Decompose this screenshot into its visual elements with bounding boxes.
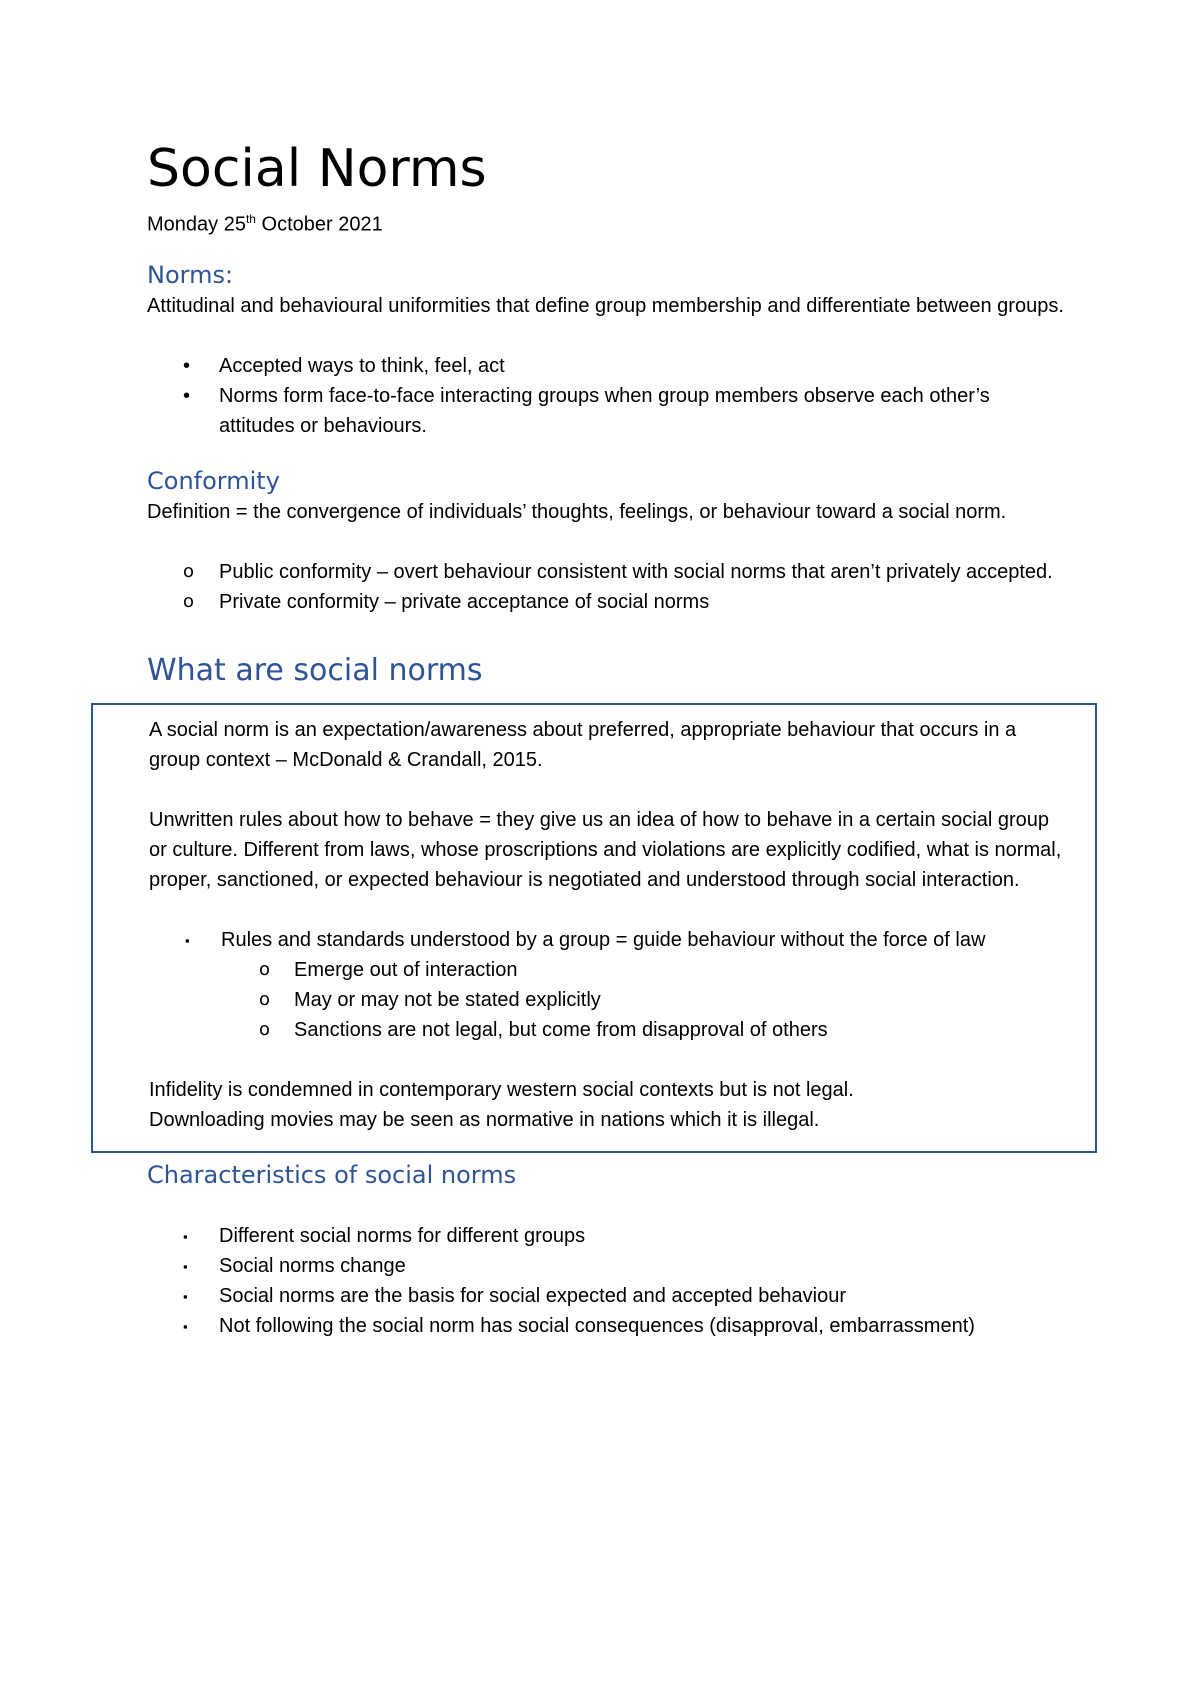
- list-item: [147, 587, 1067, 617]
- rules-sublist: [149, 955, 1065, 1045]
- circle-bullet-icon: o: [183, 561, 195, 583]
- list-item: [147, 351, 1067, 381]
- conformity-list: [147, 557, 1067, 617]
- heading-characteristics: Characteristics of social norms: [147, 1161, 517, 1190]
- list-item-text: Public conformity – overt behaviour consistent with social norms that aren’t privately accepted.: [219, 561, 1053, 584]
- document-body: [147, 140, 1067, 1341]
- list-item: [147, 1311, 1067, 1341]
- square-bullet-icon: ▪: [183, 1289, 188, 1305]
- what-paragraph-1: A social norm is an expectation/awareness about preferred, appropriate behaviour that occurs in a group context – McDonald & Crandall, 2015.: [149, 719, 1017, 772]
- circle-bullet-icon: o: [259, 959, 271, 981]
- heading-what-are-social-norms: What are social norms: [147, 653, 483, 689]
- date-prefix: Monday 25: [147, 213, 246, 236]
- list-item-text: Private conformity – private acceptance of social norms: [219, 591, 710, 614]
- what-paragraph-2: Unwritten rules about how to behave = they give us an idea of how to behave in a certain social group or culture. Different from laws, whose proscriptions and violations are explicitly codified, what is normal, proper, sanctioned, or expected behaviour is negotiated and understood through social interaction.: [149, 809, 1062, 892]
- list-item: [147, 1281, 1067, 1311]
- list-item-text: Rules and standards understood by a group = guide behaviour without the force of law: [221, 929, 986, 952]
- conformity-definition: Definition = the convergence of individuals’ thoughts, feelings, or behaviour toward a social norm.: [147, 501, 1007, 524]
- list-item: [147, 1251, 1067, 1281]
- square-bullet-icon: ▪: [185, 933, 190, 949]
- list-item: [149, 985, 1065, 1015]
- list-item: [147, 557, 1067, 587]
- list-item-text: Norms form face-to-face interacting groups when group members observe each other’s attitudes or behaviours.: [219, 385, 990, 438]
- date-superscript: th: [245, 211, 256, 226]
- square-bullet-icon: ▪: [183, 1229, 188, 1245]
- what-paragraph-3a: Infidelity is condemned in contemporary western social contexts but is not legal.: [149, 1079, 854, 1102]
- bullet-icon: •: [183, 385, 191, 408]
- list-item-text: Sanctions are not legal, but come from disapproval of others: [294, 1019, 828, 1042]
- list-item-text: Social norms change: [219, 1255, 406, 1278]
- norms-definition: Attitudinal and behavioural uniformities that define group membership and differentiate between groups.: [147, 295, 1064, 318]
- characteristics-list: [147, 1221, 1067, 1341]
- circle-bullet-icon: o: [259, 989, 271, 1011]
- square-bullet-icon: ▪: [183, 1259, 188, 1275]
- list-item-text: Emerge out of interaction: [294, 959, 518, 982]
- date-suffix: October 2021: [255, 213, 383, 236]
- document-date: [147, 204, 1067, 240]
- bullet-icon: •: [183, 355, 191, 378]
- what-paragraph-3b: Downloading movies may be seen as normative in nations which it is illegal.: [149, 1109, 820, 1132]
- square-bullet-icon: ▪: [183, 1319, 188, 1335]
- circle-bullet-icon: o: [183, 591, 195, 613]
- definition-box: [91, 703, 1097, 1153]
- list-item-text: Not following the social norm has social consequences (disapproval, embarrassment): [219, 1315, 975, 1338]
- circle-bullet-icon: o: [259, 1019, 271, 1041]
- list-item-text: May or may not be stated explicitly: [294, 989, 601, 1012]
- heading-conformity: Conformity: [147, 467, 280, 496]
- list-item-text: Different social norms for different groups: [219, 1225, 586, 1248]
- list-item: [149, 955, 1065, 985]
- heading-norms: Norms:: [147, 261, 234, 290]
- rules-list: [149, 925, 1065, 955]
- list-item-text: Social norms are the basis for social expected and accepted behaviour: [219, 1285, 847, 1308]
- page-title: Social Norms: [147, 139, 487, 199]
- norms-bullet-list: [147, 351, 1067, 441]
- list-item: [149, 925, 1065, 955]
- list-item: [147, 1221, 1067, 1251]
- list-item-text: Accepted ways to think, feel, act: [219, 355, 505, 378]
- list-item: [149, 1015, 1065, 1045]
- list-item: [147, 381, 1067, 441]
